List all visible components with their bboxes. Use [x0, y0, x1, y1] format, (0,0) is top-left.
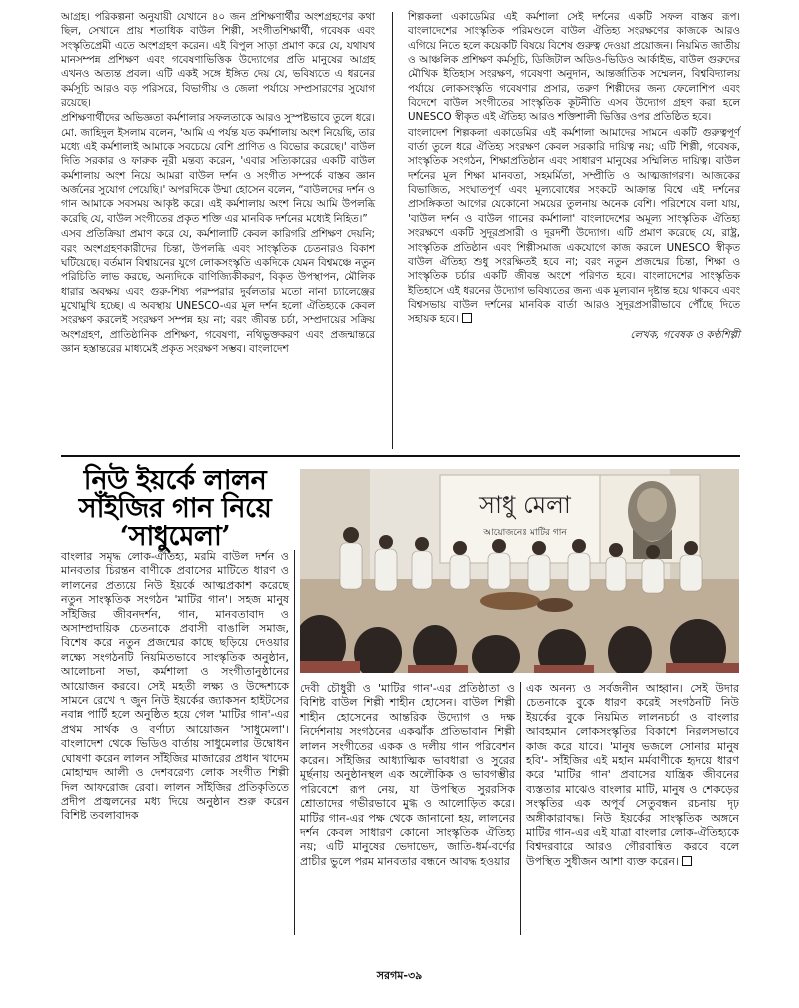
top-left-paragraph-3: এসব প্রতিক্রিয়া প্রমাণ করে যে, কর্মশালাটি কেবল কারিগরি প্রশিক্ষণ দেয়নি; বরং অংশগ্রহণকারীদের চিন্তা, উপলব্ধি এবং সাংস্কৃতিক চেতনারও বিকাশ ঘটিয়েছে। বর্তমান বিশ্বায়নের যুগে লোকসংস্কৃতি একদিকে যেমন বিশ্বমঞ্চে নতুন পরিচিতি লাভ করছে, অন্যদিকে বাণিজ্যিকীকরণ, বিকৃত উপস্থাপন, মৌলিক ধারার অবক্ষয় এবং গুরু-শিষ্য পরম্পরার দুর্বলতার মতো নানা চ্যালেঞ্জের মুখোমুখি হচ্ছে। এ অবস্থায় UNESCO-এর মূল দর্শন হলো ঐতিহ্যকে কেবল সংরক্ষণ করলেই সংরক্ষণ সম্পন্ন হয় না; বরং জীবন্ত চর্চা, সম্প্রদায়ের সক্রিয় অংশগ্রহণ, প্রাতিষ্ঠানিক প্রশিক্ষণ, গবেষণা, নথিভুক্তকরণ এবং প্রজন্মান্তরে জ্ঞান হস্তান্তরের মাধ্যমেই প্রকৃত সংরক্ষণ সম্ভব। বাংলাদেশ — [61, 228, 375, 355]
feature-column-3-text: এক অনন্য ও সর্বজনীন আহ্বান। সেই উদার চেতনাকে বুকে ধারণ করেই সংগঠনটি নিউ ইয়র্কের বুকে নিয়মিত লালনচর্চা ও বাংলার আবহমান লোকসংস্কৃতির বিকাশে নিরলসভাবে কাজ করে যাবে। 'মানুষ ভজলে সোনার মানুষ হবি'- সাঁইজির এই মহান মর্মবাণীকে হৃদয়ে ধারণ করে 'মাটির গান' প্রবাসের যান্ত্রিক জীবনের ব্যস্ততার মাঝেও বাংলার মাটি, মানুষ ও শেকড়ের সংস্কৃতির এক অপূর্ব সেতুবন্ধন রচনায় দৃঢ় অঙ্গীকারাবদ্ধ। নিউ ইয়র্কের সাংস্কৃতিক অঙ্গনে মাটির গান-এর এই যাত্রা বাংলার লোক-ঐতিহ্যকে বিশ্বদরবারে আরও গৌরবান্বিত করবে বলে উপস্থিত সুধীজন আশা ব্যক্ত করেন। — [526, 682, 739, 868]
feature-end-mark — [682, 856, 692, 866]
banner-subtitle: আয়োজনেঃ মাটির গান — [483, 528, 567, 538]
top-right-paragraph-2 — [408, 126, 740, 327]
feature-column-3 — [526, 682, 739, 869]
feature-column-divider-2 — [520, 682, 521, 935]
feature-column-2 — [300, 682, 515, 869]
top-right-paragraph-2-text: বাংলাদেশ শিল্পকলা একাডেমির এই কর্মশালা আমাদের সামনে একটি গুরুত্বপূর্ণ বার্তা তুলে ধরে ঐতিহ্য সংরক্ষণ কেবল সরকারি দায়িত্ব নয়; এটি শিল্পী, গবেষক, সাংস্কৃতিক সংগঠন, শিক্ষাপ্রতিষ্ঠান এবং সাধারণ মানুষের সম্মিলিত দায়িত্ব। বাউল দর্শনের মূল শিক্ষা মানবতা, সহমর্মিতা, সম্প্রীতি ও আত্মজাগরণ। আজকের বিভাজিত, সংঘাতপূর্ণ এবং মূল্যবোধের সংকটে আক্রান্ত বিশ্বে এই দর্শনের প্রাসঙ্গিকতা আগের যেকোনো সময়ের তুলনায় অনেক বেশি। পরিশেষে বলা যায়, 'বাউল দর্শন ও বাউল গানের কর্মশালা' বাংলাদেশের অমূল্য সাংস্কৃতিক ঐতিহ্য সংরক্ষণে একটি সুদূরপ্রসারী ও দূরদর্শী উদ্যোগ। এটি প্রমাণ করেছে যে, রাষ্ট্র, সাংস্কৃতিক প্রতিষ্ঠান এবং শিল্পীসমাজ একযোগে কাজ করলে UNESCO স্বীকৃত বাউল ঐতিহ্য শুধু সংরক্ষিতই হবে না; বরং নতুন প্রজন্মের চিন্তা, শিক্ষা ও সাংস্কৃতিক চর্চার একটি জীবন্ত অংশে পরিণত হবে। বাংলাদেশের সাংস্কৃতিক ইতিহাসে এই ধরনের উদ্যোগ ভবিষ্যতের জন্য এক মূল্যবান দৃষ্টান্ত হয়ে থাকবে এবং বিশ্বসভায় বাউল দর্শনের মানবিক বার্তা আরও সুদূরপ্রসারীভাবে পৌঁছে দিতে সহায়ক হবে। — [408, 126, 740, 326]
page-number: সরগম-৩৯ — [376, 969, 423, 982]
feature-headline: নিউ ইয়র্কে লালন সাঁইজির গান নিয়ে ‘সাধুমেলা’ — [78, 465, 272, 552]
section-divider — [61, 455, 740, 457]
event-photo — [300, 469, 739, 673]
feature-headline-box — [61, 465, 289, 552]
top-left-paragraph-1: আগ্রহ। পরিকল্পনা অনুযায়ী যেখানে ৪০ জন প্রশিক্ষণার্থীর অংশগ্রহণের কথা ছিল, সেখানে প্রায় শতাধিক বাউল শিল্পী, সংগীতশিক্ষার্থী, গবেষক এবং সংস্কৃতিপ্রেমী এতে অংশগ্রহণ করেন। এই বিপুল সাড়া প্রমাণ করে যে, যথাযথ মানসম্পন্ন প্রশিক্ষণ এবং গবেষণাভিত্তিক উদ্যোগের প্রতি মানুষের আগ্রহ এখনও অত্যন্ত প্রবল। এটি একই সঙ্গে ইঙ্গিত দেয় যে, ভবিষ্যতে এ ধরনের কর্মসূচি আরও বড় পরিসরে, বিভাগীয় ও জেলা পর্যায়ে সম্প্রসারণের সুযোগ রয়েছে। — [61, 11, 375, 110]
top-article-right-column — [408, 10, 740, 342]
feature-column-2-text: দেবী চৌধুরী ও 'মাটির গান'-এর প্রতিষ্ঠাতা ও বিশিষ্ট বাউল শিল্পী শাহীন হোসেন। বাউল শিল্পী শাহীন হোসেনের আন্তরিক উদ্যোগ ও দক্ষ নির্দেশনায় সংগঠনের একঝাঁক প্রতিভাবান শিল্পী লালন সংগীতের একক ও দলীয় গান পরিবেশন করেন। সাঁইজির আধ্যাত্মিক ভাবধারা ও সুরের মূর্ছনায় অনুষ্ঠানস্থল এক অলৌকিক ও ভাবগম্ভীর পরিবেশে রূপ নেয়, যা উপস্থিত সুররসিক শ্রোতাদের গভীরভাবে মুগ্ধ ও আলোড়িত করে। মাটির গান-এর পক্ষ থেকে জানানো হয়, লালনের দর্শন কেবল সাধারণ কোনো সাংস্কৃতিক ঐতিহ্য নয়; এটি মানুষের ভেদাভেদ, জাতি-ধর্ম-বর্ণের প্রাচীর ভুলে পরম মানবতার বন্ধনে আবদ্ধ হওয়ার — [300, 682, 515, 868]
feature-column-1-text: বাংলার সমৃদ্ধ লোক-ঐতিহ্য, মরমি বাউল দর্শন ও মানবতার চিরন্তন বাণীকে প্রবাসের মাটিতে ধারণ ও লালনের প্রত্যয়ে নিউ ইয়র্কে আত্মপ্রকাশ করেছে নতুন সাংস্কৃতিক সংগঠন 'মাটির গান'। সহজ মানুষ সাঁইজির জীবনদর্শন, গান, মানবতাবাদ ও অসাম্প্রদায়িক চেতনাকে প্রবাসী বাঙালি সমাজ, বিশেষ করে নতুন প্রজন্মের কাছে ছড়িয়ে দেওয়ার লক্ষ্যে সংগঠনটি নিয়মিতভাবে সাংস্কৃতিক অনুষ্ঠান, আলোচনা সভা, কর্মশালা ও সংগীতানুষ্ঠানের আয়োজন করবে। সেই মহতী লক্ষ্য ও উদ্দেশ্যকে সামনে রেখে ৭ জুন নিউ ইয়র্কের জ্যাকসন হাইটসের নবান্ন পার্টি হলে অনুষ্ঠিত হয়ে গেল 'মাটির গান'-এর প্রথম সার্থক ও বর্ণাঢ্য আয়োজন 'সাধুমেলা'। বাংলাদেশ থেকে ভিডিও বার্তায় সাধুমেলার উদ্বোধন ঘোষণা করেন লালন সাঁইজির মাজারের প্রধান খাদেম মোহাম্মদ আলী ও দেশবরেণ্য লোক সংগীত শিল্পী দিল আফরোজ রেবা। লালন সাঁইজির প্রতিকৃতিতে প্রদীপ প্রজ্বলনের মধ্য দিয়ে অনুষ্ঠান শুরু করেন বিশিষ্ট তবলাবাদক — [61, 550, 289, 823]
top-article-left-column — [61, 10, 375, 356]
feature-column-1 — [61, 550, 289, 824]
top-column-divider — [392, 12, 393, 449]
article-end-mark — [462, 313, 472, 323]
feature-column-divider-1 — [294, 550, 295, 935]
feature-column-3-para — [526, 682, 739, 869]
author-byline: লেখক, গবেষক ও কণ্ঠশিল্পী — [630, 328, 740, 341]
top-right-paragraph-1: শিল্পকলা একাডেমির এই কর্মশালা সেই দর্শনের একটি সফল বাস্তব রূপ। বাংলাদেশের সাংস্কৃতিক পরিমণ্ডলে বাউল ঐতিহ্য সংরক্ষণের কাজকে আরও এগিয়ে নিতে হলে কয়েকটি বিষয়ে বিশেষ গুরুত্ব দেওয়া প্রয়োজন। নিয়মিত জাতীয় ও আঞ্চলিক প্রশিক্ষণ কর্মসূচি, ডিজিটাল অডিও-ভিডিও আর্কাইভ, বাউল গুরুদের মৌখিক ইতিহাস সংরক্ষণ, গবেষণা অনুদান, আন্তর্জাতিক সম্মেলন, বিশ্ববিদ্যালয় পর্যায়ে লোকসংস্কৃতি গবেষণার প্রসার, তরুণ শিল্পীদের জন্য ফেলোশিপ এবং বিদেশে বাউল সংগীতের সাংস্কৃতিক কূটনীতি এসব উদ্যোগ গ্রহণ করা হলে UNESCO স্বীকৃত এই ঐতিহ্য আরও শক্তিশালী ভিত্তির ওপর প্রতিষ্ঠিত হবে। — [408, 11, 740, 124]
top-left-paragraph-2: প্রশিক্ষণার্থীদের অভিজ্ঞতা কর্মশালার সফলতাকে আরও সুস্পষ্টভাবে তুলে ধরে। মো. জাহিদুল ইসলাম বলেন, 'আমি এ পর্যন্ত যত কর্মশালায় অংশ নিয়েছি, তার মধ্যে এই কর্মশালাই আমাকে সবচেয়ে বেশি প্রাণিত ও বিভোর করেছে।' বাউল দিতি সরকার ও ফারুক নূরী মন্তব্য করেন, 'এবার সত্যিকারের একটি বাউল কর্মশালায় অংশ নিয়ে আমরা বাউল দর্শন ও সংগীত সম্পর্কে বাস্তব জ্ঞান অর্জনের সুযোগ পেয়েছি।' অপরদিকে উম্মা হোসেন বলেন, “বাউলদের দর্শন ও গান আমাকে সবসময় আকৃষ্ট করে। এই কর্মশালায় অংশ নিয়ে আমি উপলব্ধি করেছি যে, বাউল সংগীতের প্রকৃত শক্তি এর মানবিক দর্শনের মধ্যেই নিহিত।” — [61, 112, 375, 225]
banner-title: সাধু মেলা — [479, 491, 571, 519]
